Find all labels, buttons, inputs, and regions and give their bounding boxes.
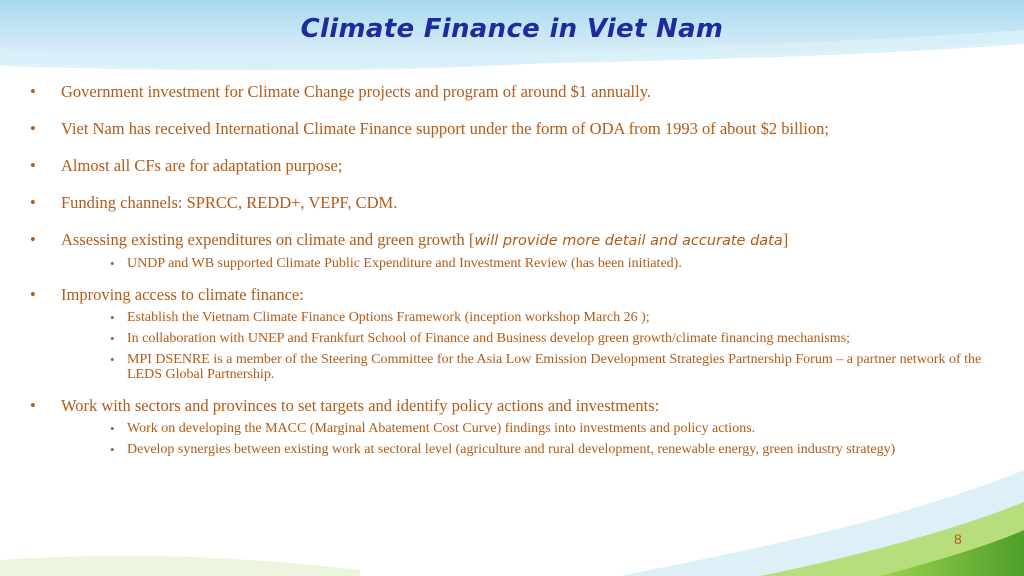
sub-bullet-marker: • xyxy=(110,310,115,325)
bullet-marker: • xyxy=(30,82,36,101)
sub-bullet-text: MPI DSENRE is a member of the Steering Committee for the Asia Low Emission Development Strategies Partnership Forum – a partner network of the LEDS Global Partnership. xyxy=(127,352,982,382)
sub-bullet xyxy=(110,331,990,346)
bullet-government-investment xyxy=(30,82,990,102)
sub-bullet xyxy=(110,421,990,436)
bullet-adaptation xyxy=(30,156,990,176)
bullet-marker: • xyxy=(30,156,36,175)
bullet-text: Almost all CFs are for adaptation purpose; xyxy=(61,156,343,175)
sub-bullet-text: Establish the Vietnam Climate Finance Options Framework (inception workshop March 26 ); xyxy=(127,310,650,325)
bullet-text: Viet Nam has received International Climate Finance support under the form of ODA from 1993 of about $2 billion; xyxy=(61,119,829,138)
sub-bullet-marker: • xyxy=(110,442,115,457)
bullet-marker: • xyxy=(30,119,36,138)
bullet-marker: • xyxy=(30,193,36,212)
slide-body xyxy=(30,82,990,471)
bullet-work-with-sectors xyxy=(30,396,990,416)
sub-bullet-marker: • xyxy=(110,421,115,436)
bullet-improving-access xyxy=(30,285,990,305)
bullet-text: Improving access to climate finance: xyxy=(61,285,304,304)
sub-list-improving-access xyxy=(30,310,990,382)
bullet-assessing-expenditures xyxy=(30,230,990,251)
sub-bullet-text: Work on developing the MACC (Marginal Abatement Cost Curve) findings into investments and policy actions. xyxy=(127,421,756,436)
sub-bullet-marker: • xyxy=(110,352,115,367)
slide-title: Climate Finance in Viet Nam xyxy=(300,14,724,44)
page-number: 8 xyxy=(954,531,962,547)
bullet-text: Work with sectors and provinces to set targets and identify policy actions and investments: xyxy=(61,396,660,415)
grass-hill-left xyxy=(0,556,360,576)
sub-bullet xyxy=(110,442,990,457)
sub-bullet-marker: • xyxy=(110,331,115,346)
sub-bullet xyxy=(110,256,990,271)
sub-list-assessing xyxy=(30,256,990,271)
sub-list-work-with-sectors xyxy=(30,421,990,457)
bullet-funding-channels xyxy=(30,193,990,213)
bullet-text: Government investment for Climate Change projects and program of around $1 annually. xyxy=(61,82,652,101)
sub-bullet-text: UNDP and WB supported Climate Public Expenditure and Investment Review (has been initiated). xyxy=(127,256,682,271)
sub-bullet-text: In collaboration with UNEP and Frankfurt School of Finance and Business develop green growth/climate financing mechanisms; xyxy=(127,331,851,346)
sub-bullet-marker: • xyxy=(110,256,115,271)
bullet-marker: • xyxy=(30,285,36,304)
sub-bullet xyxy=(110,352,990,382)
bullet-note-close: ] xyxy=(782,230,789,249)
bullet-marker: • xyxy=(30,396,36,415)
sub-bullet xyxy=(110,310,990,325)
bullet-text: Assessing existing expenditures on climate and green growth [ xyxy=(61,230,475,249)
bullet-international-finance xyxy=(30,119,990,139)
sub-bullet-text: Develop synergies between existing work at sectoral level (agriculture and rural development, renewable energy, green industry strategy) xyxy=(127,442,896,457)
bullet-text: Funding channels: SPRCC, REDD+, VEPF, CDM. xyxy=(61,193,398,212)
bullet-note: will provide more detail and accurate data xyxy=(474,233,783,249)
bullet-marker: • xyxy=(30,230,36,249)
